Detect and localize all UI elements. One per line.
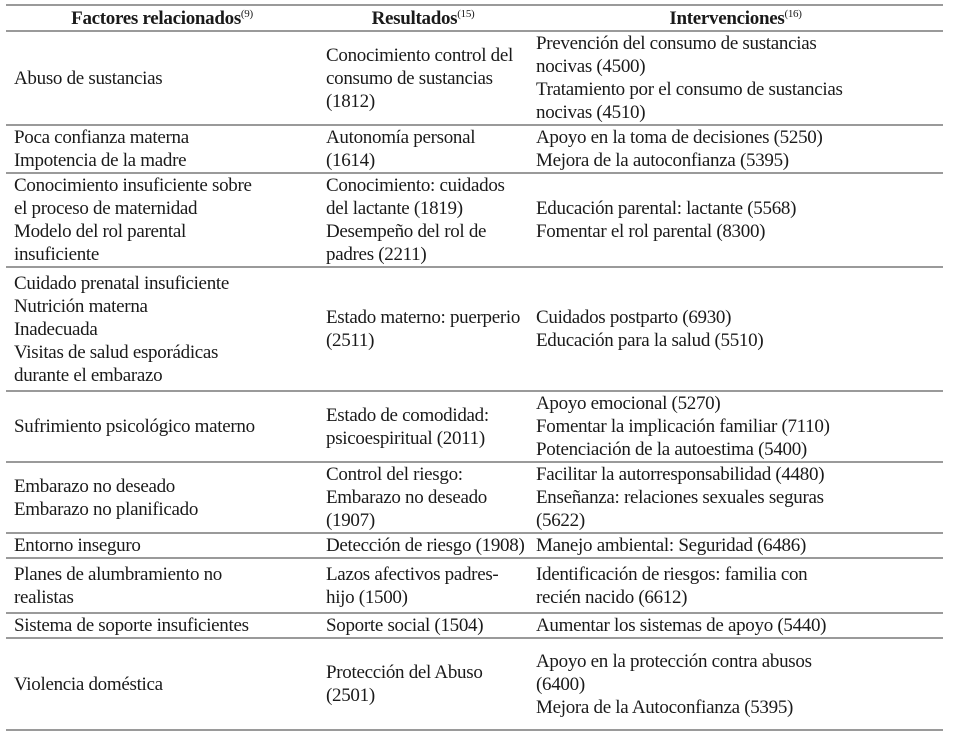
header-intervenciones (528, 5, 943, 31)
factores-line: el proceso de maternidad (14, 198, 198, 219)
cell-resultados (318, 613, 528, 638)
cell-intervenciones (528, 267, 943, 391)
factores-line: insuficiente (14, 244, 100, 265)
resultados-line: (2511) (326, 330, 375, 351)
factores-line: Modelo del rol parental (14, 221, 186, 242)
factores-line: Nutrición materna (14, 295, 148, 317)
cell-intervenciones (528, 558, 943, 613)
table-row (6, 173, 943, 267)
cell-resultados (318, 533, 528, 558)
resultados-line: psicoespiritual (2011) (326, 427, 485, 449)
intervenciones-line: Enseñanza: relaciones sexuales seguras (536, 487, 824, 508)
factores-line: Conocimiento insuficiente sobre (14, 175, 252, 196)
factores-line: durante el embarazo (14, 364, 163, 386)
resultados-line: (1812) (326, 90, 375, 112)
table-row (6, 31, 943, 125)
table-row (6, 613, 943, 638)
factores-line: Poca confianza materna (14, 127, 189, 148)
intervenciones-line: nocivas (4510) (536, 102, 646, 123)
resultados-line: Soporte social (1504) (326, 615, 484, 636)
resultados-line: Control del riesgo: (326, 464, 463, 485)
cell-resultados (318, 391, 528, 462)
intervenciones-line: Facilitar la autorresponsabilidad (4480) (536, 464, 825, 485)
intervenciones-line: nocivas (4500) (536, 56, 646, 77)
header-factores-label: Factores relacionados (71, 7, 241, 29)
cell-factores (6, 173, 318, 267)
resultados-line: Autonomía personal (326, 127, 476, 148)
resultados-line: del lactante (1819) (326, 198, 463, 219)
resultados-line: hijo (1500) (326, 586, 408, 608)
intervenciones-line: Mejora de la Autoconfianza (5395) (536, 696, 794, 718)
factores-line: Embarazo no deseado (14, 475, 176, 497)
intervenciones-line: Identificación de riesgos: familia con (536, 563, 808, 585)
table-header-row (6, 5, 943, 31)
factores-line: Cuidado prenatal insuficiente (14, 272, 230, 294)
cell-factores (6, 31, 318, 125)
cell-resultados (318, 638, 528, 730)
table-row (6, 638, 943, 730)
cell-resultados (318, 462, 528, 533)
cell-factores (6, 558, 318, 613)
header-resultados-ref: (15) (457, 7, 475, 20)
resultados-line: consumo de sustancias (326, 67, 493, 89)
intervenciones-line: Apoyo en la protección contra abusos (536, 650, 812, 672)
factores-line: Planes de alumbramiento no (14, 563, 223, 585)
resultados-line: Estado de comodidad: (326, 404, 489, 426)
factores-line: Violencia doméstica (14, 673, 163, 695)
intervenciones-line: (5622) (536, 510, 585, 531)
factores-line: Inadecuada (14, 318, 98, 340)
cell-factores (6, 462, 318, 533)
nursing-care-table (6, 4, 943, 731)
resultados-line: Conocimiento: cuidados (326, 175, 505, 196)
table-row (6, 558, 943, 613)
cell-intervenciones (528, 533, 943, 558)
intervenciones-line: Apoyo emocional (5270) (536, 393, 721, 414)
factores-line: Abuso de sustancias (14, 67, 163, 89)
factores-line: Sufrimiento psicológico materno (14, 416, 255, 437)
intervenciones-line: Fomentar la implicación familiar (7110) (536, 416, 830, 437)
cell-resultados (318, 125, 528, 173)
factores-line: Entorno inseguro (14, 535, 141, 556)
cell-resultados (318, 173, 528, 267)
header-intervenciones-label: Intervenciones (669, 7, 785, 29)
resultados-line: Lazos afectivos padres- (326, 563, 499, 585)
resultados-line: Desempeño del rol de (326, 221, 487, 242)
table-row (6, 267, 943, 391)
intervenciones-line: Apoyo en la toma de decisiones (5250) (536, 127, 823, 148)
table-row (6, 125, 943, 173)
intervenciones-line: Educación para la salud (5510) (536, 330, 764, 351)
table-body (6, 31, 943, 730)
resultados-line: padres (2211) (326, 244, 427, 265)
factores-line: Sistema de soporte insuficientes (14, 615, 249, 636)
resultados-line: Estado materno: puerperio (326, 307, 521, 328)
resultados-line: (1614) (326, 150, 375, 171)
cell-intervenciones (528, 391, 943, 462)
header-resultados-label: Resultados (371, 7, 458, 29)
table-row (6, 533, 943, 558)
cell-intervenciones (528, 613, 943, 638)
resultados-line: Detección de riesgo (1908) (326, 535, 525, 556)
intervenciones-line: Mejora de la autoconfianza (5395) (536, 150, 789, 171)
intervenciones-line: (6400) (536, 673, 585, 695)
intervenciones-line: Manejo ambiental: Seguridad (6486) (536, 535, 806, 556)
resultados-line: Conocimiento control del (326, 44, 513, 66)
cell-intervenciones (528, 173, 943, 267)
resultados-line: (1907) (326, 510, 375, 531)
factores-line: Impotencia de la madre (14, 150, 187, 171)
cell-resultados (318, 558, 528, 613)
intervenciones-line: Educación parental: lactante (5568) (536, 198, 797, 219)
cell-factores (6, 125, 318, 173)
cell-factores (6, 533, 318, 558)
intervenciones-line: Tratamiento por el consumo de sustancias (536, 79, 843, 100)
header-intervenciones-ref: (16) (784, 7, 802, 20)
cell-resultados (318, 267, 528, 391)
cell-intervenciones (528, 462, 943, 533)
intervenciones-line: Prevención del consumo de sustancias (536, 33, 817, 54)
cell-factores (6, 391, 318, 462)
cell-factores (6, 267, 318, 391)
resultados-line: Protección del Abuso (326, 662, 483, 683)
table-row (6, 391, 943, 462)
intervenciones-line: Aumentar los sistemas de apoyo (5440) (536, 615, 827, 636)
cell-intervenciones (528, 638, 943, 730)
factores-line: Embarazo no planificado (14, 498, 199, 520)
intervenciones-line: Cuidados postparto (6930) (536, 307, 732, 328)
intervenciones-line: Potenciación de la autoestima (5400) (536, 439, 807, 460)
cell-intervenciones (528, 31, 943, 125)
header-factores (6, 5, 318, 31)
header-factores-ref: (9) (240, 7, 253, 20)
cell-factores (6, 638, 318, 730)
cell-intervenciones (528, 125, 943, 173)
factores-line: Visitas de salud esporádicas (14, 341, 219, 363)
cell-resultados (318, 31, 528, 125)
intervenciones-line: recién nacido (6612) (536, 586, 688, 608)
resultados-line: (2501) (326, 685, 375, 706)
factores-line: realistas (14, 586, 74, 608)
intervenciones-line: Fomentar el rol parental (8300) (536, 221, 766, 242)
cell-factores (6, 613, 318, 638)
table-row (6, 462, 943, 533)
header-resultados (318, 5, 528, 31)
resultados-line: Embarazo no deseado (326, 487, 488, 508)
